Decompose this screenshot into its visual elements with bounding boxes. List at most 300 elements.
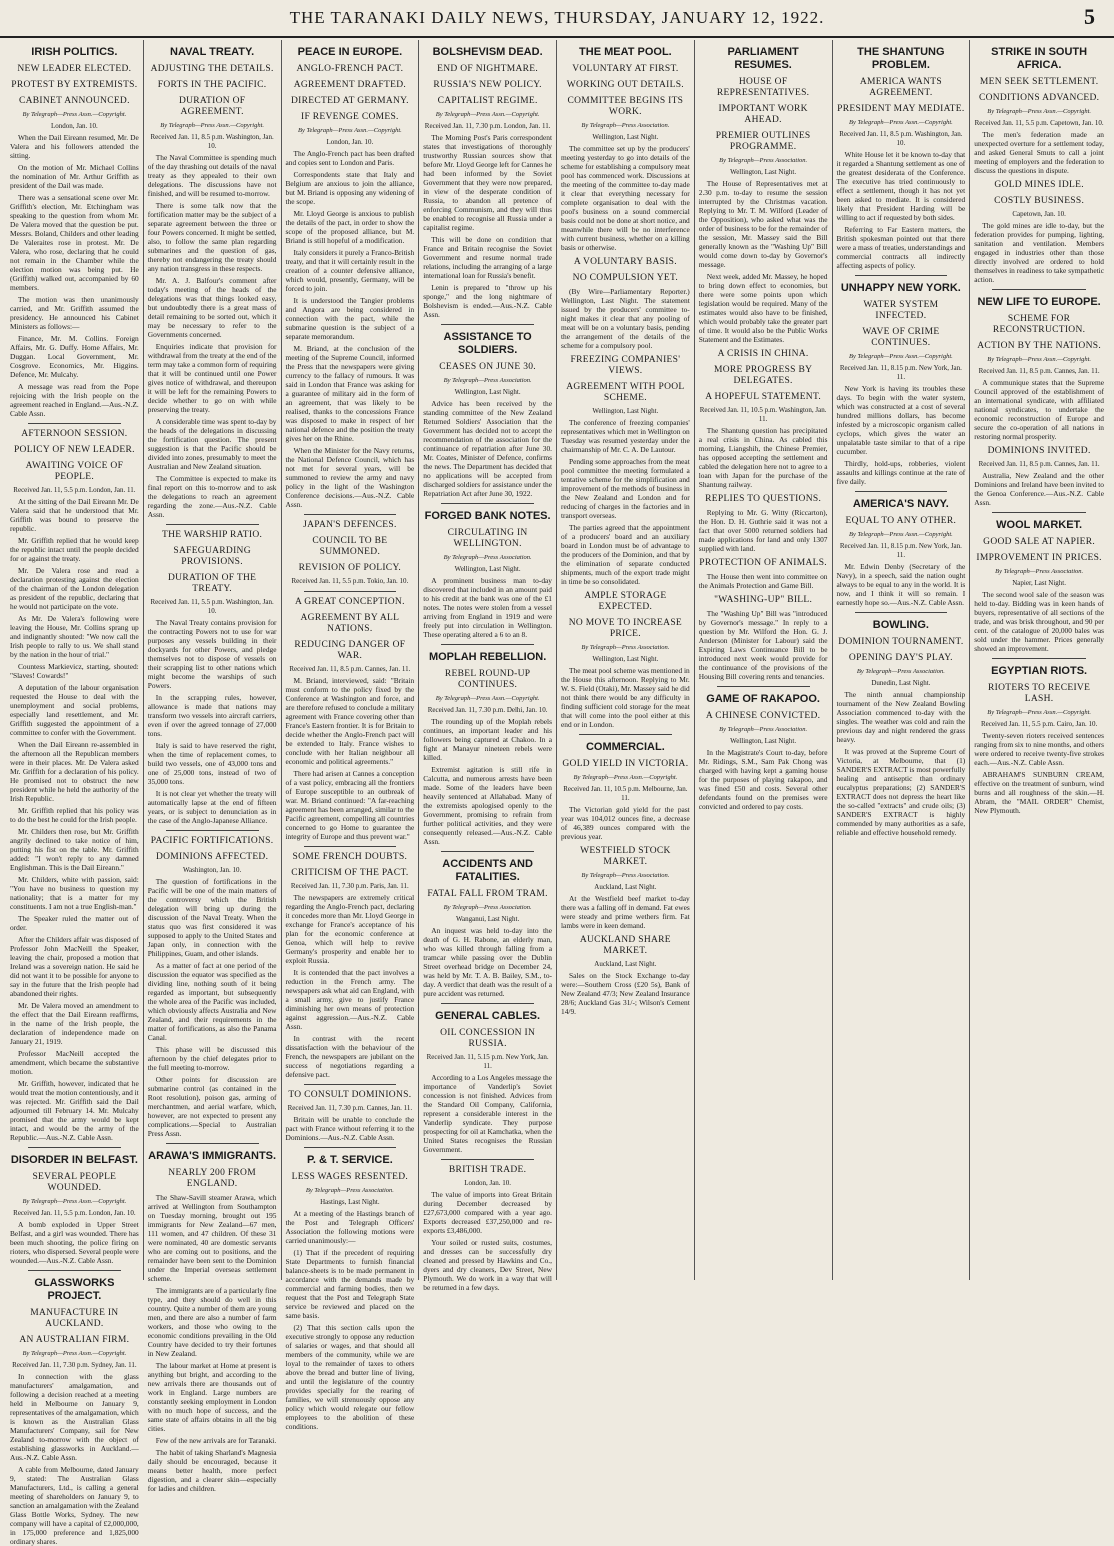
article-subhead: AFTERNOON SESSION. xyxy=(21,429,128,439)
article-paragraph: ABRAHAM'S SUNBURN CREAM, effective on the treatment of sunburn, wind burns and all roughness of the skin.—H. Abram, the "MAIL ORDER" Chemist, New Plymouth. xyxy=(974,770,1104,815)
article-subhead: SCHEME FOR RECONSTRUCTION. xyxy=(992,314,1086,335)
wire-credit: By Telegraph—Press Assn.—Copyright. xyxy=(22,111,127,118)
article-paragraph: Lenin is prepared to "throw up his sponge," and the long nightmare of Bolshevism is ended.—Aus.-N.Z. Cable Assn. xyxy=(423,283,552,319)
article-subhead: RUSSIA'S NEW POLICY. xyxy=(433,80,542,90)
article-headline: GLASSWORKS PROJECT. xyxy=(34,1277,115,1302)
article-subhead: FATAL FALL FROM TRAM. xyxy=(427,889,548,899)
article-paragraph: According to a Los Angeles message the importance of Vanderlip's Soviet concession is not finished. Advices from the Standard Oil Company, California, represent a considerable interest in the Vanderlip syndicate. They purpose prospecting for oil at Kamchatka, when the United States recognises the Russian Government. xyxy=(423,1073,552,1154)
article-paragraph: The conference of freezing companies' representatives which met in Wellington on Tuesday was resumed yesterday under the chairmanship of Mr. C. A. De Lautour. xyxy=(561,418,690,454)
article-subhead: COMMITTEE BEGINS ITS WORK. xyxy=(567,96,684,117)
article-paragraph: The "Washing Up" Bill was "introduced by Governor's message." In reply to a question by Mr. Wilford the Hon. G. J. Anderson (Minister for Labour) said the Expiring Laws Continuance Bill to be introduced next week would provide for the continuance of the provisions of the Housing Bill covering rents and tenancies. xyxy=(698,609,828,681)
dateline: Auckland, Last Night. xyxy=(594,883,657,891)
article-paragraph: An inquest was held to-day into the death of G. H. Rabone, an elderly man, who was killed through falling from a tramcar while passing over the Dublin Street overhead bridge on December 24, was held by Mr. T. A. B. Bailey, S.M., to-day. A verdict that death was the result of a pure accident was returned. xyxy=(423,926,552,998)
article-paragraph: Sales on the Stock Exchange to-day were:—Southern Cross (£20 5s), Bank of New Zealand 47/3; New Zealand Insurance 28/6; Auckland Gas 31/-; Wilson's Cement 14/9. xyxy=(561,971,690,1016)
article-paragraph: Countess Markievicz, starting, shouted: "Slaves! Cowards!" xyxy=(10,662,139,680)
wire-credit: By Telegraph—Press Association. xyxy=(719,726,808,733)
article-paragraph: Your soiled or rusted suits, costumes, and dresses can be successfully dry cleaned and pressed by Hawkins and Co., dyers and dry cleaners, Dev Street, New Plymouth. We do work in a way that will be returned in a few days. xyxy=(423,1238,552,1292)
article-subhead: NO COMPULSION YET. xyxy=(572,273,679,283)
article-headline: IRISH POLITICS. xyxy=(31,46,118,58)
article-paragraph: The value of imports into Great Britain during December decreased by £27,673,000 compared with a year ago. Exports decreased £37,250,000 and re-exports £3,486,000. xyxy=(423,1190,552,1235)
article-paragraph: As Mr. De Valera's following were leaving the House, Mr. Collins sprang up and indignantly shouted: "We now call the Irish people to rally to us. We shall stand by the nation in the hour of trial." xyxy=(10,614,139,659)
article-subhead: CONDITIONS ADVANCED. xyxy=(978,93,1100,103)
article-paragraph: The rounding up of the Moplah rebels continues, an important leader and his followers being captured at Chakoo. In a fight at Manayur nineteen rebels were killed. xyxy=(423,717,552,762)
article-subhead: ACTION BY THE NATIONS. xyxy=(977,341,1101,351)
article-paragraph: Thirdly, hold-ups, robberies, violent assaults and killings continue at the rate of five daily. xyxy=(836,459,966,486)
wire-credit: By Telegraph—Press Association. xyxy=(995,568,1084,575)
article-subhead: FORTS IN THE PACIFIC. xyxy=(157,80,267,90)
news-column xyxy=(282,40,420,1431)
article-paragraph: The habit of taking Sharland's Magnesia daily should be encouraged, because it means better health, more perfect digestion, and a clearer skin—especially for ladies and children. xyxy=(147,1448,277,1493)
article-paragraph: The Victorian gold yield for the past year was 104,012 ounces fine, a decrease of 46,389 ounces compared with the previous year. xyxy=(561,805,690,841)
wire-credit: By Telegraph—Press Assn.—Copyright. xyxy=(22,1350,127,1357)
article-headline: WOOL MARKET. xyxy=(996,519,1083,531)
article-subhead: AUCKLAND SHARE MARKET. xyxy=(579,935,671,956)
article-headline: MOPLAH REBELLION. xyxy=(428,651,547,663)
article-headline: BOWLING. xyxy=(872,619,929,631)
article-headline: FORGED BANK NOTES. xyxy=(424,510,551,522)
article-subhead: SOME FRENCH DOUBTS. xyxy=(292,852,408,862)
article-paragraph: Professor MacNeill accepted the amendment, which became the substantive motion. xyxy=(10,1049,139,1076)
article-paragraph: The men's federation made an unexpected overture for a settlement today, and asked General Smuts to call a joint meeting of employers and the federation to discuss the questions in dispute. xyxy=(974,130,1104,175)
dateline: Received Jan. 11, 8.5 p.m. Cannes, Jan. 11. xyxy=(978,367,1100,375)
article-headline: GAME OF RAKAPOO. xyxy=(706,693,820,705)
article-headline: ASSISTANCE TO SOLDIERS. xyxy=(443,331,532,356)
article-paragraph: The Committee is expected to make its final report on this to-morrow and to ask the delegations to reach an agreement regarding the zone.—Aus.-N.Z. Cable Assn. xyxy=(147,474,277,519)
article-paragraph: At a meeting of the Hastings branch of the Post and Telegraph Officers' Association the following motions were carried unanimously:— xyxy=(285,1209,415,1245)
article-paragraph: The Shaw-Savill steamer Arawa, which arrived at Wellington from Southampton on Tuesday morning, brought out 195 immigrants for New Zealand—67 men, 111 women, and 47 children. Of these 31 were nominated, 40 are domestic servants who are coming out to positions, and the remainder have been sent to the Dominion under the Imperial overseas settlement scheme. xyxy=(147,1193,277,1283)
column-rule xyxy=(166,830,259,831)
article-paragraph: Other points for discussion are submarine control (as contained in the Root resolution), poison gas, arming of merchantmen, and aerial warfare, which, however, are not expected to present any complications.—Special to Australian Press Assn. xyxy=(147,1075,277,1138)
article-paragraph: Italy is said to have reserved the right, when the time of replacement comes, to build two vessels, one of 43,000 tons and one of 25,000 tons, instead of two of 35,000 tons. xyxy=(147,741,277,786)
article-subhead: EQUAL TO ANY OTHER. xyxy=(845,516,957,526)
dateline: London, Jan. 10. xyxy=(50,122,98,130)
article-subhead: END OF NIGHTMARE. xyxy=(437,64,539,74)
wire-credit: By Telegraph—Press Assn.—Copyright. xyxy=(435,111,540,118)
column-rule xyxy=(441,644,534,645)
article-subhead: PRESIDENT MAY MEDIATE. xyxy=(837,104,965,114)
dateline: Auckland, Last Night. xyxy=(594,960,657,968)
dateline: Received Jan. 11, 5.5 p.m. Cairo, Jan. 10. xyxy=(981,720,1098,728)
article-paragraph: Mr. De Valera rose and read a declaration protesting against the election of the chairman of the London delegation as president of the republic, declaring that he would not participate on the vote. xyxy=(10,566,139,611)
article-paragraph: (By Wire—Parliamentary Reporter.) Wellington, Last Night. The statement issued by the producers' committee to-night makes it clear that any pooling of meat will be on a voluntary basis, pending the arrangement of the details of the scheme for a compulsory pool. xyxy=(561,287,690,350)
article-headline: EGYPTIAN RIOTS. xyxy=(991,665,1088,677)
article-subhead: VOLUNTARY AT FIRST. xyxy=(572,64,679,74)
article-paragraph: Enquiries indicate that provision for withdrawal from the treaty at the end of the term may take a common form of requiring that it will be continued until one Power gives notice of withdrawal, and thereupon it will be left for the remaining Powers to decide whether to go on with while preserving the treaty. xyxy=(147,342,277,414)
article-headline: STRIKE IN SOUTH AFRICA. xyxy=(991,46,1088,71)
article-subhead: WAVE OF CRIME CONTINUES. xyxy=(862,327,940,348)
article-headline: ACCIDENTS AND FATALITIES. xyxy=(442,858,533,883)
article-subhead: GOOD SALE AT NAPIER. xyxy=(983,537,1096,547)
article-paragraph: Finance, Mr. M. Collins. Foreign Affairs, Mr. G. Duffy. Home Affairs, Mr. Duggan. Local Government, Mr. Cosgrove. Economics, Mr. Higgins. Defence, Mr. Mulcahy. xyxy=(10,334,139,379)
article-headline: THE SHANTUNG PROBLEM. xyxy=(857,46,945,71)
masthead-title: THE TARANAKI DAILY NEWS, THURSDAY, JANUARY 12, 1922. xyxy=(289,8,825,27)
article-subhead: REBEL ROUND-UP CONTINUES. xyxy=(444,669,531,690)
column-rule xyxy=(992,512,1086,513)
article-subhead: AN AUSTRALIAN FIRM. xyxy=(19,1335,130,1345)
article-paragraph: This phase will be discussed this afternoon by the chief delegates prior to the full meeting to-morrow. xyxy=(147,1045,277,1072)
wire-credit: By Telegraph—Press Association. xyxy=(443,554,532,561)
article-subhead: A VOLUNTARY BASIS. xyxy=(573,257,677,267)
article-paragraph: (1) That if the precedent of requiring State Departments to furnish financial balance-sheets is to be made permanent in accordance with the demands made by commercial and farming bodies, then we request that the Post and Telegraph State service be reviewed and placed on the same basis. xyxy=(285,1248,415,1320)
article-paragraph: Pending some approaches from the meat pool committee the meeting formulated a tentative scheme for the simplification and improvement of the methods of business in the New Zealand and London and for reducing of charges in the factories and in transport overseas. xyxy=(561,457,690,520)
article-paragraph: White House let it be known to-day that it regarded a Shantung settlement as one of the greatest desiderata of the Conference. The executive has tried continuously to effect a settlement, though it has not yet been asked to mediate. It is considered likely that President Harding will be willing to act if requested by both sides. xyxy=(836,150,966,222)
article-subhead: DOMINION TOURNAMENT. xyxy=(838,637,964,647)
article-subhead: IF REVENGE COMES. xyxy=(301,112,399,122)
article-paragraph: The immigrants are of a particularly fine type, and they should do well in this country. Quite a number of them are young men, and there are also a number of farm workers, and those who owing to the economic conditions prevailing in the Old Country have decided to try their fortunes in New Zealand. xyxy=(147,1286,277,1358)
article-subhead: GOLD YIELD IN VICTORIA. xyxy=(562,759,689,769)
article-paragraph: A prominent business man to-day discovered that included in an amount paid to his credit at the bank was one of the £1 notes. The notes were stolen from a vessel arriving from England in 1919 and were freely put into circulation in Wellington. These operating altered a 6 to an 8. xyxy=(423,576,552,639)
dateline: Received Jan. 11, 5.5 p.m. London, Jan. 10. xyxy=(13,1209,136,1217)
article-subhead: WATER SYSTEM INFECTED. xyxy=(863,300,939,321)
article-paragraph: The committee set up by the producers' meeting yesterday to go into details of the scheme for establishing a compulsory meat pool has commenced work. Discussions at the meeting of the committee to-day made it clear that everything necessary for complete organisation to deal with the pool's business on a sound commercial basis could not be done at short notice, and meanwhile there will be no interference with current business, whether on a killing basis or otherwise. xyxy=(561,144,690,252)
article-paragraph: New York is having its troubles these days. To begin with the water system, which was constructed at a cost of several hundred millions dollars, has become infested by a microscopic organism called cyclops, which gives the water an unpalatable taste similar to that of a ripe cucumber. xyxy=(836,384,966,456)
article-subhead: DURATION OF THE TREATY. xyxy=(168,573,257,594)
article-subhead: "WASHING-UP" BILL. xyxy=(714,595,813,605)
dateline: Received Jan. 11, 8.5 p.m. Washington, Jan. 10. xyxy=(839,130,963,147)
article-paragraph: In connection with the glass manufacturers' amalgamation, and following a decision reached at a meeting held in Melbourne on January 9, representatives of the amalgamation, which is known as the Australian Glass Manufacturers' Company, sail for New Zealand to-morrow with the object of establishing glassworks in Auckland.—Aus.-N.Z. Cable Assn. xyxy=(10,1372,139,1462)
article-paragraph: Mr. Griffith replied that his policy was to do the best he could for the Irish people. xyxy=(10,806,139,824)
article-paragraph: Extremist agitation is still rife in Calcutta, and numerous arrests have been made. Some of the leaders have been heavily sentenced at Allahabad. Many of the extremists apologised openly to the Government, promising to refrain from further political activities, and they were consequently released.—Aus.-N.Z. Cable Assn. xyxy=(423,765,552,846)
dateline: Received Jan. 11, 10.5 p.m. Melbourne, Jan. 11. xyxy=(563,785,688,802)
column-rule xyxy=(166,524,259,525)
article-paragraph: Correspondents state that Italy and Belgium are anxious to join the alliance, but M. Briand is opposing any widening of the scope. xyxy=(285,170,415,206)
dateline: Received Jan. 11, 10.5 p.m. Washington, Jan. 11. xyxy=(699,406,827,423)
news-column xyxy=(970,40,1108,1280)
dateline: Wellington, Last Night. xyxy=(454,565,521,573)
article-paragraph: The newspapers are extremely critical regarding the Anglo-French pact, declaring it concedes more than Mr. Lloyd George in exchange for France's acceptance of his plan for the economic conference at Genoa, which will help to revive Germany's prosperity and enable her to exploit Russia. xyxy=(285,893,415,965)
dateline: Washington, Jan. 10. xyxy=(182,866,242,874)
dateline: Received Jan. 11, 5.5 p.m. Capetown, Jan. 10. xyxy=(974,119,1104,127)
article-paragraph: There had arisen at Cannes a conception of a vast policy, embracing all the frontiers of Europe susceptible to an outbreak of war. M. Briand continued: "A far-reaching agreement has been arranged, similar to the Pacific agreement, compelling all countries concerned to go Home to guarantee the integrity of Europe and thus prevent war." xyxy=(285,769,415,841)
dateline: Received Jan. 11, 7.30 p.m. London, Jan. 11. xyxy=(424,122,551,130)
article-paragraph: The House then went into committee on the Animals Protection and Game Bill. xyxy=(698,572,828,590)
article-subhead: AGREEMENT DRAFTED. xyxy=(293,80,407,90)
article-subhead: REDUCING DANGER OF WAR. xyxy=(294,640,406,661)
wire-credit: By Telegraph—Press Association. xyxy=(581,122,670,129)
article-paragraph: Mr. Childers then rose, but Mr. Griffith angrily declined to take notice of him, putting his fist on the table. Mr. Griffith added: "I won't reply to any damned Englishman. This is the Dail Eireann." xyxy=(10,827,139,872)
article-paragraph: A communique states that the Supreme Council approved of the establishment of an international syndicate, with affiliated national syndicates, to undertake the economic reconstruction of Europe and secure the co-operation of all nations in restoring normal prosperity. xyxy=(974,378,1104,441)
wire-credit: By Telegraph—Press Assn.—Copyright. xyxy=(573,774,678,781)
article-subhead: CAPITALIST REGIME. xyxy=(437,96,538,106)
article-subhead: AMERICA WANTS AGREEMENT. xyxy=(859,77,942,98)
article-paragraph: The parties agreed that the appointment of a producers' board and an auxiliary board in London must be of advantage to the producers of the Dominion, and that by the elimination of separate conducted shipments, much of the export trade might in time be so consolidated. xyxy=(561,523,690,586)
dateline: Wellington, Last Night. xyxy=(592,655,659,663)
article-subhead: WESTFIELD STOCK MARKET. xyxy=(580,846,671,867)
dateline: Wellington, Last Night. xyxy=(730,737,797,745)
dateline: Received Jan. 11, 7.30 p.m. Sydney, Jan. 11. xyxy=(12,1361,137,1369)
article-paragraph: There is some talk now that the fortification matter may be the subject of a separate agreement between the three or four Powers concerned. It might be settled, also, to follow the same plan regarding submarines and the question of gas, thereby not endangering the treaty should any nation transgress in these respects. xyxy=(147,201,277,273)
article-paragraph: Mr. Griffith, however, indicated that he would treat the motion contentiously, and it was rejected. Mr. Griffith said the Dail adjourned till February 14. Mr. Mulcahy promised that the army would be kept intact, and would be the army of the Republic.—Aus.-N.Z. Cable Assn. xyxy=(10,1079,139,1142)
article-paragraph: Mr. A. J. Balfour's comment after today's meeting of the heads of the delegations was that things looked easy, but undoubtedly there is a great mass of detail remaining to be sorted out, which it may be necessary to refer to the Governments concerned. xyxy=(147,276,277,339)
article-subhead: POLICY OF NEW LEADER. xyxy=(13,445,135,455)
article-paragraph: The House of Representatives met at 2.30 p.m. to-day to resume the session interrupted by the Christmas vacation. Replying to Mr. T. M. Wilford (Leader of the Opposition), who asked what was the order of business to be for the remainder of the session, Mr. Massey said the Bill generally known as the "Washing Up" Bill would come down to-day by Governor's message. xyxy=(698,179,828,269)
article-paragraph: When the Dail Eireann resumed, Mr. De Valera and his followers attended the sitting. xyxy=(10,133,139,160)
column-rule xyxy=(441,1003,534,1004)
dateline: Received Jan. 11, 8.5 p.m. Cannes, Jan. 11. xyxy=(289,665,411,673)
news-column xyxy=(833,40,971,1280)
article-headline: NAVAL TREATY. xyxy=(170,46,255,58)
article-headline: UNHAPPY NEW YORK. xyxy=(840,282,961,294)
article-paragraph: The labour market at Home at present is anything but bright, and according to the new arrivals there are thousands out of work in England. Large numbers are constantly seeking employment in London with no much hope of success, and the same state of affairs obtains in all the big cities. xyxy=(147,1361,277,1433)
article-paragraph: Mr. Childers, white with passion, said: "You have no business to question my nationality; that is a matter for my constituents. I am not a true English-man." xyxy=(10,875,139,911)
dateline: Received Jan. 11, 5.5 p.m. Tokio, Jan. 10. xyxy=(291,577,409,585)
columns-container xyxy=(6,40,1108,1546)
article-paragraph: Australia, New Zealand and the other Dominions and Ireland have been invited to the Genoa Conference.—Aus.-N.Z. Cable Assn. xyxy=(974,471,1104,507)
article-paragraph: It is not clear yet whether the treaty will automatically lapse at the end of fifteen years, or is subject to denunciation as in the case of the Anglo-Japanese Alliance. xyxy=(147,789,277,825)
article-subhead: CIRCULATING IN WELLINGTON. xyxy=(447,528,528,549)
article-paragraph: The ninth annual championship tournament of the New Zealand Bowling Association commenced to-day with the singles. The weather was cold and rain the previous day and night rendered the grass heavy. xyxy=(836,690,966,744)
column-rule xyxy=(304,591,397,592)
article-subhead: RIOTERS TO RECEIVE LASH. xyxy=(988,683,1091,704)
article-paragraph: Replying to Mr. G. Witty (Riccarton), the Hon. D. H. Guthrie said it was not a fact that over 5000 returned soldiers had made applications for land and only 1307 supplied with land. xyxy=(698,508,828,553)
article-paragraph: There was a sensational scene over Mr. Griffith's election, Mr. Etchingham was speaking to the question from whom Mr. De Valera moved that the question be put. Messrs. Boland, Childers and other leading De Valeraites rose in protest. Mr. De Valera, who rose, declaring that he could not remain in the Chamber while the election motion was being put. He (Griffith) walked out, accompanied by 60 members. xyxy=(10,193,139,292)
dateline: Received Jan. 11, 7.30 p.m. Delhi, Jan. 10. xyxy=(427,706,548,714)
dateline: Received Jan. 11, 7.30 p.m. Paris, Jan. 11. xyxy=(290,882,409,890)
article-subhead: SEVERAL PEOPLE WOUNDED. xyxy=(32,1172,117,1193)
dateline: Received Jan. 11, 8.5 p.m. Washington, Jan. 10. xyxy=(150,133,274,150)
article-subhead: A CHINESE CONVICTED. xyxy=(705,711,821,721)
article-paragraph: At the Westfield beef market to-day there was a falling off in demand. Fat ewes were steady and prime wethers firm. Fat lambs were in keen demand. xyxy=(561,894,690,930)
article-headline: NEW LIFE TO EUROPE. xyxy=(977,296,1101,308)
article-subhead: WORKING OUT DETAILS. xyxy=(566,80,684,90)
column-rule xyxy=(441,851,534,852)
dateline: Dunedin, Last Night. xyxy=(871,679,931,687)
article-paragraph: Referring to Far Eastern matters, the British spokesman pointed out that there were a mass of treaties, understandings and commercial contracts all indirectly affecting aspects of policy. xyxy=(836,225,966,270)
column-rule xyxy=(992,289,1086,290)
article-paragraph: M. Briand, interviewed, said: "Britain must conform to the policy fixed by the Conference at Washington and force, and are therefore refused to conclude a military agreement with France covering other than France's Eastern frontier. It is for Britain to decide whether the Anglo-French pact will be extended to Italy. France wishes to conclude with her Italian neighbour all economic and political agreements." xyxy=(285,676,415,766)
article-subhead: CRITICISM OF THE PACT. xyxy=(291,868,409,878)
article-paragraph: A message was read from the Pope rejoicing with the Irish people on the agreement reached in England.—Aus.-N.Z. Cable Assn. xyxy=(10,382,139,418)
wire-credit: By Telegraph—Press Assn.—Copyright. xyxy=(297,127,402,134)
column-rule xyxy=(855,491,948,492)
wire-credit: By Telegraph—Press Association. xyxy=(856,668,945,675)
article-paragraph: In the scrapping rules, however, allowance is made that nations may transform two vessels into aircraft carriers, even if over the agreed tonnage of 27,000 tons. xyxy=(147,693,277,738)
wire-credit: By Telegraph—Press Association. xyxy=(305,1187,394,1194)
column-rule xyxy=(304,1147,397,1148)
article-subhead: ANGLO-FRENCH PACT. xyxy=(296,64,404,74)
article-subhead: AWAITING VOICE OF PEOPLE. xyxy=(25,461,124,482)
article-subhead: TO CONSULT DOMINIONS. xyxy=(288,1090,412,1100)
article-subhead: IMPROVEMENT IN PRICES. xyxy=(976,553,1102,563)
article-headline: THE MEAT POOL. xyxy=(579,46,672,58)
article-subhead: A HOPEFUL STATEMENT. xyxy=(705,392,822,402)
column-rule xyxy=(304,514,397,515)
article-paragraph: M. Briand, at the conclusion of the meeting of the Supreme Council, informed the Press that the newspapers were giving currency to the fallacy of rumours. It was said in London that France was asking for a guarantee of military aid in the form of an agreement, that was likely to be realised, thanks to the concessions France was disposed to make in respect of her national defence and the position the treaty gives her on the Rhine. xyxy=(285,344,415,443)
article-paragraph: A cable from Melbourne, dated January 9, stated: The Australian Glass Manufacturers, Ltd., is calling a general meeting of shareholders on January 9, to sanction an amalgamation with the Zealand Glass Bottle Works, Sydney. The new company will have a capital of £2,000,000, in 175,000 preference and 1,825,000 ordinary shares. xyxy=(10,1465,139,1546)
article-subhead: SAFEGUARDING PROVISIONS. xyxy=(173,546,251,567)
article-subhead: IMPORTANT WORK AHEAD. xyxy=(718,104,808,125)
news-column xyxy=(557,40,695,1280)
column-rule xyxy=(717,686,810,687)
column-rule xyxy=(855,612,948,613)
masthead xyxy=(0,0,1114,38)
article-subhead: LESS WAGES RESENTED. xyxy=(291,1172,409,1182)
article-headline: COMMERCIAL. xyxy=(585,741,665,753)
article-paragraph: Italy considers it purely a Franco-British treaty, and that it will certainly result in the creation of a counter defensive alliance, which would, presently, Germany, will be forced to join. xyxy=(285,248,415,293)
column-rule xyxy=(441,503,534,504)
article-headline: AMERICA'S NAVY. xyxy=(852,498,949,510)
column-rule xyxy=(304,846,397,847)
dateline: Received Jan. 11, 7.30 p.m. Cannes, Jan. 11. xyxy=(287,1104,413,1112)
article-paragraph: At the sitting of the Dail Eireann Mr. De Valera said that he understood that Mr. Griffith was bound to preserve the republic. xyxy=(10,497,139,533)
article-paragraph: The Morning Post's Paris correspondent states that investigations of thoroughly trustworthy Russian sources show that before Mr. Lloyd George left for Cannes he had been informed by the Soviet Government that they were now prepared, in view of the desperate condition of Russia, to abandon all pretence of enforcing Communism, and they will thus be enabled to recognise all Russia under a capitalist regime. xyxy=(423,133,552,232)
article-subhead: PROTECTION OF ANIMALS. xyxy=(699,558,827,568)
article-paragraph: After the Childers affair was disposed of Professor John MacNeill the Speaker, leaving the chair, proposed a motion that Ireland was a sovereign nation. He said he did not want it to be possible for anyone to say in the future that the Irish people had abandoned their rights. xyxy=(10,935,139,998)
article-paragraph: The Speaker ruled the matter out of order. xyxy=(10,914,139,932)
article-subhead: MEN SEEK SETTLEMENT. xyxy=(979,77,1099,87)
article-paragraph: Mr. Edwin Denby (Secretary of the Navy), in a speech, said the nation ought always to be equal to any in the world. It is now, and I think it will so remain. I earnestly hope so.—Aus.-N.Z. Cable Assn. xyxy=(836,562,966,607)
article-paragraph: A bomb exploded in Upper Street Belfast, and a girl was wounded. There has been much shooting, the police firing on rioters, who dispersed. Several people were wounded.—Aus.-N.Z. Cable Assn. xyxy=(10,1220,139,1265)
article-subhead: BRITISH TRADE. xyxy=(448,1165,527,1175)
article-subhead: OIL CONCESSION IN RUSSIA. xyxy=(440,1028,536,1049)
article-paragraph: The motion was then unanimously carried, and Mr. Griffith assumed the presidency. He announced his Cabinet Ministers as follows:— xyxy=(10,295,139,331)
article-subhead: MORE PROGRESS BY DELEGATES. xyxy=(714,365,813,386)
wire-credit: By Telegraph—Press Assn.—Copyright. xyxy=(160,122,264,129)
dateline: Received Jan. 11, 8.15 p.m. New York, Jan. 11. xyxy=(839,542,962,559)
article-subhead: COUNCIL TO BE SUMMONED. xyxy=(312,536,388,557)
article-paragraph: In the Magistrate's Court to-day, before Mr. Ridings, S.M., Sam Pak Chong was charged with having kept a gaming house for the purposes of playing rakapoo, and was fined £50 and costs. Several other defendants found on the premises were convicted and ordered to pay costs. xyxy=(698,748,828,811)
dateline: Received Jan. 11, 8.5 p.m. Cannes, Jan. 11. xyxy=(978,460,1100,468)
article-subhead: GOLD MINES IDLE. xyxy=(994,180,1084,190)
column-rule xyxy=(166,1143,259,1144)
article-subhead: AGREEMENT WITH POOL SCHEME. xyxy=(566,382,685,403)
article-subhead: PACIFIC FORTIFICATIONS. xyxy=(150,836,274,846)
article-paragraph: Britain will be unable to conclude the pact with France without referring it to the Dominions.—Aus.-N.Z. Cable Assn. xyxy=(285,1115,415,1142)
column-rule xyxy=(28,1270,121,1271)
news-column xyxy=(144,40,282,1493)
article-paragraph: The Naval Treaty contains provision for the contracting Powers not to use for war purposes any vessels building in their dockyards for other Powers, and pledge themselves not to dispose of vessels on their scrapping list to other nations which might become the warships of such Powers. xyxy=(147,618,277,690)
article-paragraph: The Shantung question has precipitated a real crisis in China. As cabled this morning, Liangshih, the Chinese Premier, has opposed accepting the settlement and cabled the delegation here not to agree to a loan with Japan for the purchase of the Shantung railway. xyxy=(698,426,828,489)
dateline: Hastings, Last Night. xyxy=(320,1198,380,1206)
article-subhead: REVISION OF POLICY. xyxy=(298,563,402,573)
wire-credit: By Telegraph—Press Association. xyxy=(443,377,532,384)
wire-credit: By Telegraph—Press Association. xyxy=(443,904,532,911)
article-paragraph: Next week, added Mr. Massey, he hoped to bring down effect to economies, but there were some points upon which legislation would be required. Many of the estimates would also have to be finished, which would probably take the greater part of time. It would also be the Public Works Statement and the Estimates. xyxy=(698,272,828,344)
dateline: Wellington, Last Night. xyxy=(592,407,659,415)
article-subhead: DOMINIONS INVITED. xyxy=(987,446,1091,456)
article-paragraph: The second wool sale of the season was held to-day. Bidding was in keen hands of buyers, representative of all sections of the trade, and was brisk throughout, and 90 per cent. of the catalogue of 20,000 bales was sold under the hammer. Prices generally showed an improvement. xyxy=(974,590,1104,653)
column-rule xyxy=(579,734,672,735)
dateline: Wellington, Last Night. xyxy=(730,168,797,176)
article-subhead: PROTEST BY EXTREMISTS. xyxy=(11,80,138,90)
article-headline: ARAWA'S IMMIGRANTS. xyxy=(148,1150,277,1162)
article-headline: P. & T. SERVICE. xyxy=(306,1154,393,1166)
article-paragraph: It is understood the Tangier problems and Angora are being considered in connection with the pact, while the submarine question is the subject of a separate memorandum. xyxy=(285,296,415,341)
dateline: Wellington, Last Night. xyxy=(454,388,521,396)
article-subhead: JAPAN'S DEFENCES. xyxy=(303,520,397,530)
column-rule xyxy=(855,275,948,276)
article-paragraph: This will be done on condition that France and Britain recognise the Soviet Government and resume normal trade relations, including the arranging of a large international loan for Russia's benefit. xyxy=(423,235,552,280)
wire-credit: By Telegraph—Press Association. xyxy=(581,872,670,879)
column-rule xyxy=(304,1084,397,1085)
article-subhead: DOMINIONS AFFECTED. xyxy=(155,852,269,862)
article-subhead: CEASES ON JUNE 30. xyxy=(439,362,536,372)
article-paragraph: The question of fortifications in the Pacific will be one of the main matters of the controversy which the British delegation will bring up during the discussion of the Naval Treaty. When the status quo was first considered it was supposed to apply to the United States and Japan only, in connection with the Philippines, Guam, and other islands. xyxy=(147,877,277,958)
article-subhead: CABINET ANNOUNCED. xyxy=(18,96,130,106)
article-paragraph: (2) That this section calls upon the executive strongly to oppose any reduction of salaries or wages, and that should all members of the community, while we are loyal to the remainder of taxes to others above the bread and butter line of living, and until the legislature of the country provides specially for the rearing of families, we will strenuously oppose any policy which would relegate our fellow employees to the abolition of these conditions. xyxy=(285,1323,415,1431)
news-column xyxy=(6,40,144,1546)
article-paragraph: The gold mines are idle to-day, but the federation provides for pumping, lighting, sanitation and ventilation. Members engaged in industries other than those directly involved are ordered to hold themselves in readiness to take sympathetic action. xyxy=(974,221,1104,284)
article-subhead: REPLIES TO QUESTIONS. xyxy=(705,494,822,504)
article-subhead: COSTLY BUSINESS. xyxy=(994,196,1085,206)
article-headline: BOLSHEVISM DEAD. xyxy=(432,46,543,58)
column-rule xyxy=(441,1159,534,1160)
article-subhead: DIRECTED AT GERMANY. xyxy=(290,96,409,106)
dateline: Received Jan. 11, 8.15 p.m. New York, Jan. 11. xyxy=(839,364,962,381)
wire-credit: By Telegraph—Press Assn.—Copyright. xyxy=(22,1198,127,1205)
article-paragraph: It was proved at the Supreme Court of Victoria, at Melbourne, that (1) SANDER'S EXTRACT is most powerfully healing and antiseptic than ordinary eucalyptus preparations; (2) SANDER'S EXTRACT does not depress the heart like the so-called "extracts" and crude oils; (3) SANDER'S EXTRACT is highly commended by many authorities as a safe, reliable and effective household remedy. xyxy=(836,747,966,837)
article-headline: PEACE IN EUROPE. xyxy=(297,46,403,58)
column-rule xyxy=(992,658,1086,659)
article-paragraph: Advice has been received by the standing committee of the New Zealand Returned Soldiers' Association that the Government has decided not to accept the recommendation of the association for the continuance of repatriation after June 30. Mr. Coates, Minister of Defence, confirms the news. The Department has decided that no applications will be accepted from discharged soldiers for assistance under the Repatriation Act after June 30, 1922. xyxy=(423,399,552,498)
article-paragraph: The meat pool scheme was mentioned in the House this afternoon. Replying to Mr. W. S. Field (Otaki), Mr. Massey said he did not think there would be any difficulty in finding sufficient cold storage for the meat that will come into the pool either at this end or in London. xyxy=(561,666,690,729)
article-subhead: FREEZING COMPANIES' VIEWS. xyxy=(570,355,681,376)
column-rule xyxy=(28,1147,121,1148)
dateline: Napier, Last Night. xyxy=(1012,579,1066,587)
column-rule xyxy=(441,324,534,325)
article-paragraph: When the Dail Eireann re-assembled in the afternoon all the Republican members were in their places. Mr. De Valera asked Mr. Griffith for a declaration of his policy. He promised not to obstruct the new president while he held the authority of the Irish Republic. xyxy=(10,740,139,803)
article-paragraph: Twenty-seven rioters received sentences ranging from six to nine months, and others were ordered to receive twenty-five strokes each.—Aus.-N.Z. Cable Assn. xyxy=(974,731,1104,767)
dateline: London, Jan. 10. xyxy=(464,1179,512,1187)
article-paragraph: As a matter of fact at one period of the discussion the equator was specified as the dividing line, nothing south of it being regarded as important, but subsequently the whole area of the Pacific was included, which obviously affects Australia and New Zealand, and their requirements in the matter of fortifications, as also the Panama Canal. xyxy=(147,961,277,1042)
article-paragraph: Mr. Griffith replied that he would keep the republic intact until the people decided for or against the treaty. xyxy=(10,536,139,563)
wire-credit: By Telegraph—Press Assn.—Copyright. xyxy=(987,356,1091,363)
dateline: Received Jan. 11, 5.5 p.m. London, Jan. 11. xyxy=(13,486,136,494)
wire-credit: By Telegraph—Press Assn.—Copyright. xyxy=(848,119,953,126)
column-rule xyxy=(28,423,121,424)
article-subhead: PREMIER OUTLINES PROGRAMME. xyxy=(715,131,811,152)
article-headline: PARLIAMENT RESUMES. xyxy=(727,46,799,71)
article-subhead: DURATION OF AGREEMENT. xyxy=(178,96,246,117)
article-paragraph: Few of the new arrivals are for Taranaki. xyxy=(155,1436,277,1445)
article-paragraph: A deputation of the labour organisation requested the House to deal with the unemployment and social problems, especially land resettlement, and Mr. Griffith suggested the appointment of a committee to confer with the Government. xyxy=(10,683,139,737)
article-subhead: A CRISIS IN CHINA. xyxy=(717,349,809,359)
wire-credit: By Telegraph—Press Assn.—Copyright. xyxy=(435,695,540,702)
article-paragraph: The Naval Committee is spending much of the day thrashing out details of the naval treaty as they appealed to their own delegations. The discussions have not finished, and will be resumed to-morrow. xyxy=(147,153,277,198)
article-paragraph: A considerable time was spent to-day by the heads of the delegations in discussing the fortification question. The present suggestion is that the Pacific should be divided into zones, presumably to meet the Australian and New Zealand situation. xyxy=(147,417,277,471)
dateline: London, Jan. 10. xyxy=(326,138,374,146)
article-subhead: NO MOVE TO INCREASE PRICE. xyxy=(568,618,683,639)
wire-credit: By Telegraph—Press Assn.—Copyright. xyxy=(848,353,953,360)
article-subhead: AGREEMENT BY ALL NATIONS. xyxy=(300,613,400,634)
dateline: Wellington, Last Night. xyxy=(592,133,659,141)
article-subhead: HOUSE OF REPRESENTATIVES. xyxy=(716,77,810,98)
article-paragraph: In contrast with the recent dissatisfaction with the behaviour of the French, the newspapers are jubilant on the success of negotiations regarding a defensive pact. xyxy=(285,1034,415,1079)
dateline: Received Jan. 11, 5.5 p.m. Washington, Jan. 10. xyxy=(150,598,274,615)
article-subhead: NEARLY 200 FROM ENGLAND. xyxy=(168,1168,256,1189)
article-headline: DISORDER IN BELFAST. xyxy=(10,1154,138,1166)
article-subhead: AMPLE STORAGE EXPECTED. xyxy=(584,591,667,612)
article-headline: GENERAL CABLES. xyxy=(435,1010,541,1022)
article-subhead: NEW LEADER ELECTED. xyxy=(17,64,132,74)
wire-credit: By Telegraph—Press Assn.—Copyright. xyxy=(987,709,1091,716)
dateline: Wanganui, Last Night. xyxy=(456,915,520,923)
article-paragraph: On the motion of Mr. Michael Collins the nomination of Mr. Arthur Griffith as president of the Dail was made. xyxy=(10,163,139,190)
article-paragraph: The Anglo-French pact has been drafted and copies sent to London and Paris. xyxy=(285,149,415,167)
article-subhead: ADJUSTING THE DETAILS. xyxy=(150,64,274,74)
article-paragraph: When the Minister for the Navy returns, the National Defence Council, which has not met for several years, will be summoned to review the army and navy policy in the light of the Washington Conference decisions.—Aus.-N.Z. Cable Assn. xyxy=(285,446,415,509)
article-subhead: MANUFACTURE IN AUCKLAND. xyxy=(30,1308,119,1329)
news-column xyxy=(419,40,557,1292)
article-paragraph: It is contended that the pact involves a reduction in the French army. The newspapers ask what aid can England, with a small army, give to justify France diminishing her own means of protection against aggression.—Aus.-N.Z. Cable Assn. xyxy=(285,968,415,1031)
dateline: Capetown, Jan. 10. xyxy=(1012,210,1066,218)
article-subhead: A GREAT CONCEPTION. xyxy=(294,597,405,607)
dateline: Received Jan. 11, 5.15 p.m. New York, Jan. 11. xyxy=(426,1053,549,1070)
article-subhead: OPENING DAY'S PLAY. xyxy=(848,653,953,663)
wire-credit: By Telegraph—Press Association. xyxy=(581,644,670,651)
news-column xyxy=(695,40,833,1280)
wire-credit: By Telegraph—Press Association. xyxy=(719,157,808,164)
